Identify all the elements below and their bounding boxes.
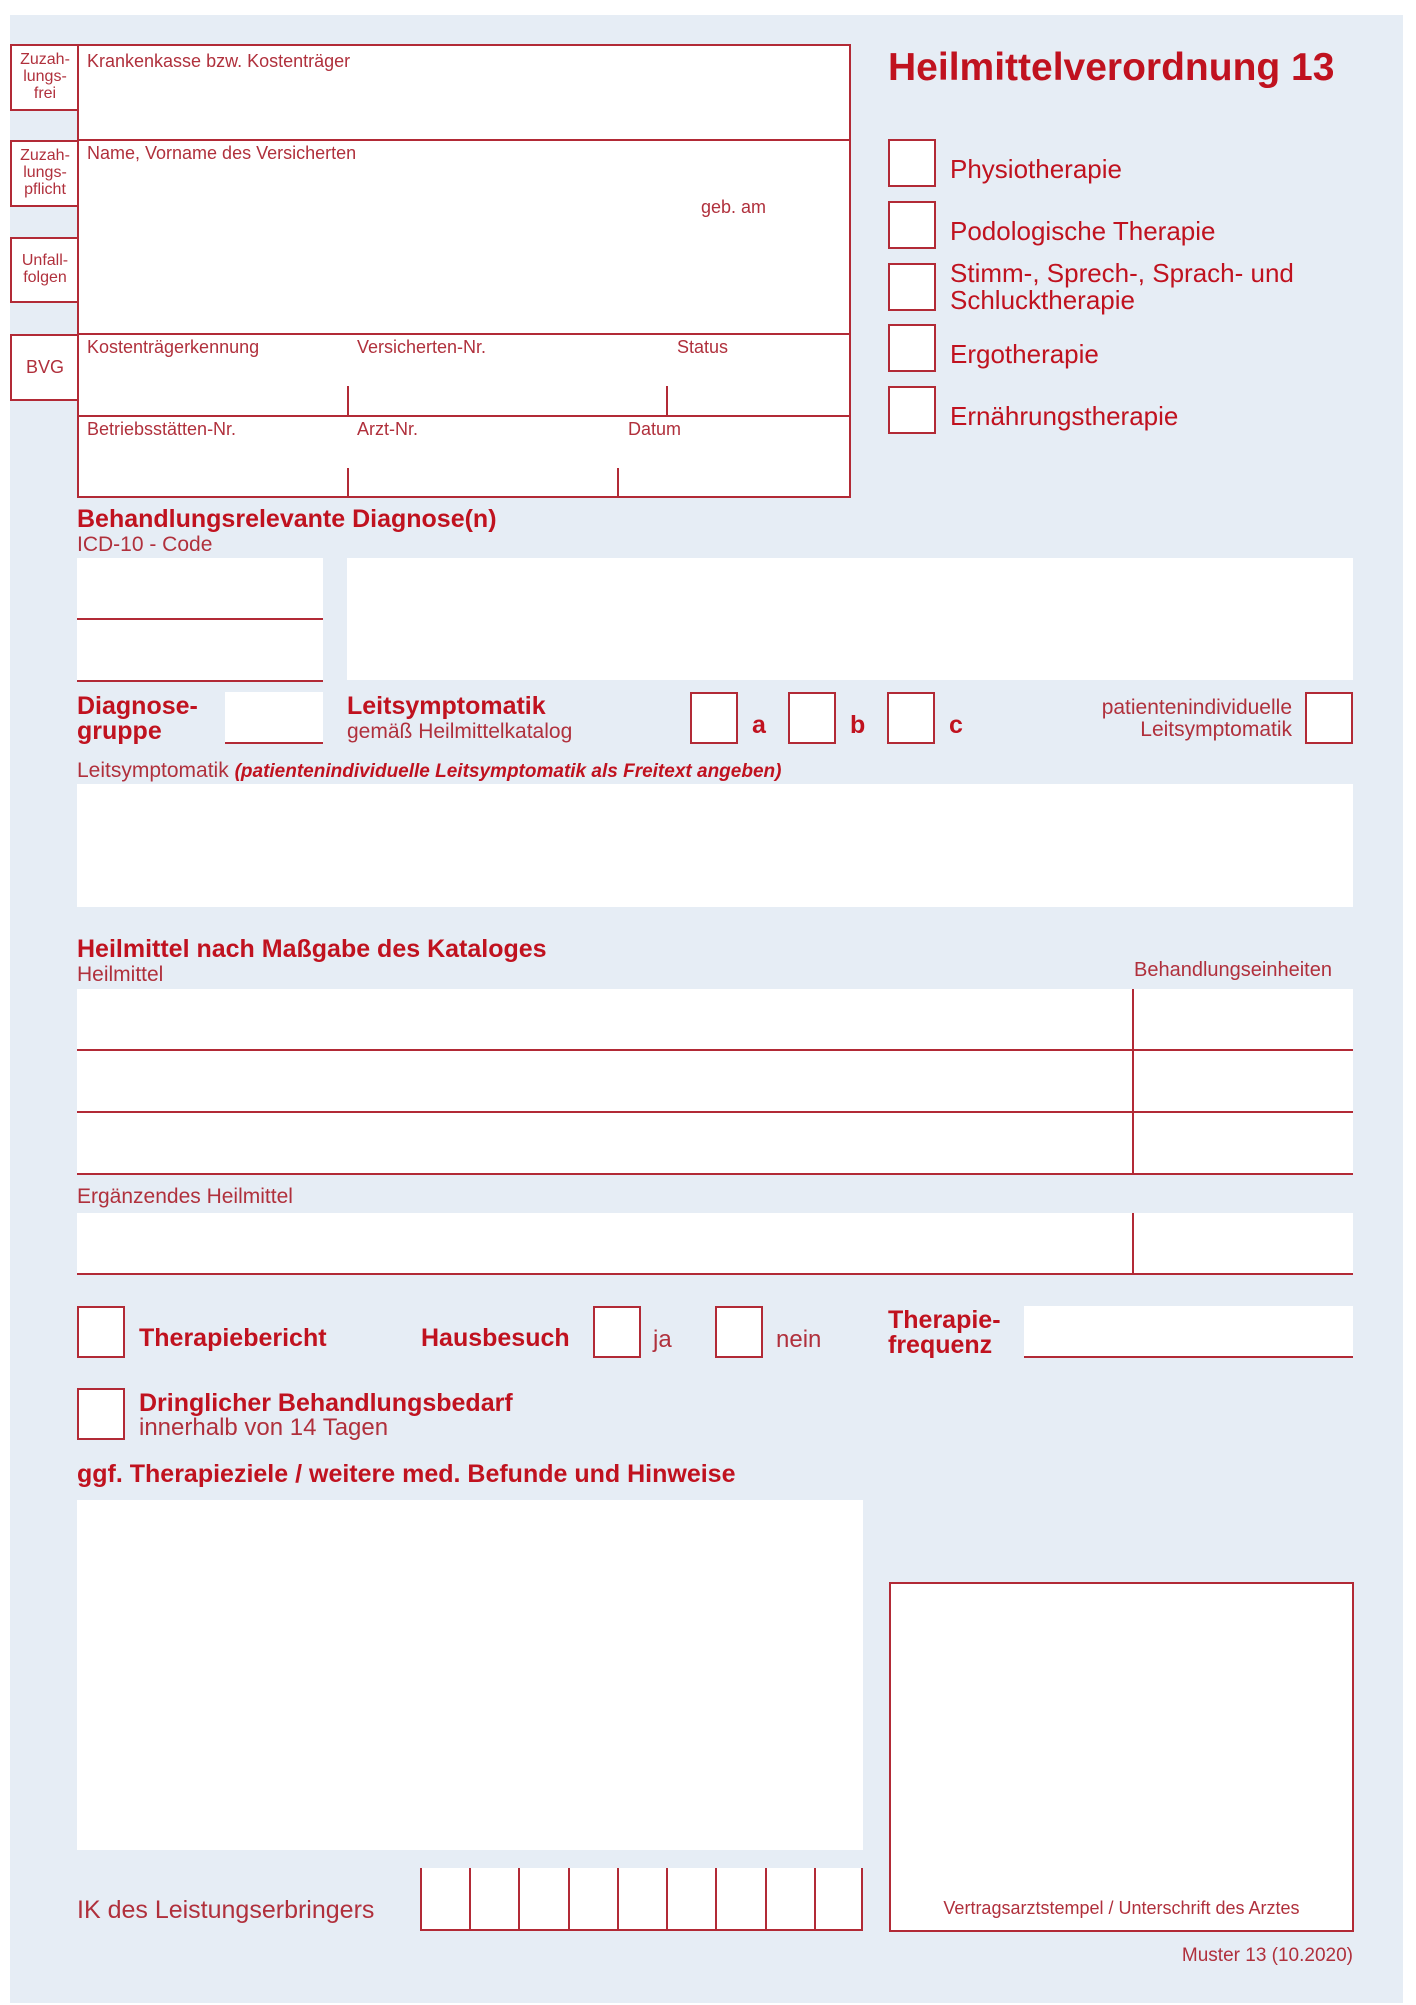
podologische-therapie-checkbox[interactable]: [888, 201, 936, 249]
arzt-nr-label: Arzt-Nr.: [357, 419, 418, 439]
ik-digit-cell[interactable]: [568, 1868, 617, 1930]
arztstempel-box[interactable]: [889, 1582, 1354, 1932]
datum-label: Datum: [628, 419, 682, 439]
therapiebericht-checkbox[interactable]: [77, 1306, 125, 1358]
form-title: Heilmittelverordnung 13: [888, 46, 1335, 89]
ergotherapie-label: Ergotherapie: [950, 339, 1099, 369]
label-line: gruppe: [77, 717, 162, 745]
physiotherapie-label: Physiotherapie: [950, 154, 1122, 184]
option-a-label: a: [752, 711, 766, 739]
bvg-box[interactable]: [10, 334, 78, 401]
icd-code-field-1[interactable]: [77, 558, 323, 618]
side-label: folgen: [23, 269, 67, 286]
ik-digit-cell[interactable]: [518, 1868, 567, 1930]
divider: [1132, 1213, 1134, 1275]
divider: [1024, 1356, 1353, 1358]
diagnose-heading: Behandlungsrelevante Diagnose(n): [77, 505, 497, 533]
divider: [77, 680, 323, 682]
einheiten-row-1[interactable]: [1134, 989, 1353, 1049]
label-line: Schlucktherapie: [950, 285, 1135, 316]
freitext-title: Leitsymptomatik: [77, 759, 229, 782]
therapieziele-field[interactable]: [77, 1500, 863, 1850]
betriebsstaetten-nr-label: Betriebsstätten-Nr.: [87, 419, 237, 439]
ja-label: ja: [653, 1326, 672, 1353]
hausbesuch-nein-checkbox[interactable]: [715, 1306, 763, 1358]
divider: [77, 1049, 1353, 1051]
ik-digit-cell[interactable]: [420, 1868, 469, 1930]
therapiefrequenz-field[interactable]: [1024, 1306, 1353, 1356]
name-label: Name, Vorname des Versicherten: [87, 143, 357, 163]
form-version: Muster 13 (10.2020): [1181, 1945, 1353, 1966]
arztstempel-label: Vertragsarztstempel / Unterschrift des Arztes: [943, 1898, 1300, 1918]
freitext-hint: (patientenindividuelle Leitsymptomatik als Freitext angeben): [234, 761, 782, 782]
therapieziele-heading: ggf. Therapieziele / weitere med. Befunde und Hinweise: [77, 1460, 736, 1488]
side-label: frei: [33, 84, 57, 102]
divider: [225, 742, 323, 744]
gemaess-label: gemäß Heilmittelkatalog: [347, 720, 573, 743]
leitsymptomatik-label: Leitsymptomatik: [347, 692, 546, 720]
ik-digit-cell[interactable]: [617, 1868, 666, 1930]
ik-digit-cell[interactable]: [715, 1868, 764, 1930]
ergaenzendes-heilmittel-field[interactable]: [77, 1213, 1132, 1273]
diagnosegruppe-label: [77, 694, 198, 744]
dringlich-label: Dringlicher Behandlungsbedarf: [139, 1389, 513, 1417]
stimm-sprech-therapie-checkbox[interactable]: [888, 263, 936, 311]
side-label: Zuzah-: [20, 51, 70, 69]
side-label: Unfall-: [21, 252, 69, 270]
label-line: Diagnose-: [77, 692, 198, 720]
option-c-label: c: [949, 711, 963, 739]
divider: [666, 386, 668, 416]
stimm-sprech-therapie-label: [950, 260, 1294, 315]
icd-code-field-2[interactable]: [77, 620, 323, 680]
heilmittel-row-3[interactable]: [77, 1113, 1132, 1173]
divider: [77, 1273, 1353, 1275]
ik-digit-cell[interactable]: [469, 1868, 518, 1930]
heilmittel-row-1[interactable]: [77, 989, 1132, 1049]
divider: [77, 1173, 1353, 1175]
ik-label: IK des Leistungserbringers: [77, 1896, 375, 1924]
hausbesuch-ja-checkbox[interactable]: [593, 1306, 641, 1358]
diagnose-text-field[interactable]: [347, 558, 1353, 680]
zuzahlungsfrei-box[interactable]: [10, 44, 78, 111]
ik-digit-cell[interactable]: [765, 1868, 814, 1930]
geb-am-label: geb. am: [701, 197, 767, 217]
divider: [1132, 989, 1134, 1175]
freitext-label: [77, 760, 781, 781]
divider: [77, 618, 323, 620]
leitsymptomatik-b-checkbox[interactable]: [788, 692, 836, 744]
side-label: Zuzah-: [20, 147, 70, 165]
dringlich-sublabel: innerhalb von 14 Tagen: [139, 1414, 389, 1441]
ergotherapie-checkbox[interactable]: [888, 324, 936, 372]
krankenkasse-label: Krankenkasse bzw. Kostenträger: [87, 51, 351, 71]
hausbesuch-label: Hausbesuch: [421, 1324, 570, 1352]
side-label: BVG: [25, 357, 64, 378]
behandlungseinheiten-column-label: Behandlungseinheiten: [1134, 959, 1332, 981]
krankenkasse-field[interactable]: [80, 76, 848, 136]
divider: [617, 468, 619, 498]
label-line: Therapie-: [888, 1306, 1001, 1334]
podologische-therapie-label: Podologische Therapie: [950, 216, 1216, 246]
icd-label: ICD-10 - Code: [77, 533, 213, 556]
ernaehrungstherapie-checkbox[interactable]: [888, 386, 936, 434]
diagnosegruppe-field[interactable]: [225, 692, 323, 742]
leitsymptomatik-c-checkbox[interactable]: [887, 692, 935, 744]
option-b-label: b: [850, 711, 866, 739]
ik-digit-cell[interactable]: [814, 1868, 863, 1930]
unfallfolgen-box[interactable]: [10, 237, 78, 303]
heilmittel-heading: Heilmittel nach Maßgabe des Kataloges: [77, 935, 547, 963]
divider: [77, 415, 851, 417]
patientenindividuelle-label: [1030, 697, 1292, 741]
versicherten-nr-label: Versicherten-Nr.: [357, 337, 487, 357]
patientenindividuelle-checkbox[interactable]: [1305, 692, 1353, 744]
einheiten-row-3[interactable]: [1134, 1113, 1353, 1173]
einheiten-row-2[interactable]: [1134, 1051, 1353, 1111]
label-line: Stimm-, Sprech-, Sprach- und: [950, 258, 1294, 288]
nein-label: nein: [776, 1326, 822, 1353]
side-label: lungs-: [23, 164, 67, 182]
therapiebericht-label: Therapiebericht: [139, 1324, 327, 1352]
heilmittel-row-2[interactable]: [77, 1051, 1132, 1111]
kostentraegerkennung-label: Kostenträgerkennung: [87, 337, 260, 357]
ernaehrungstherapie-label: Ernährungstherapie: [950, 401, 1179, 431]
label-line: patientenindividuelle: [1101, 696, 1292, 719]
dringlich-checkbox[interactable]: [77, 1388, 125, 1440]
heilmittel-column-label: Heilmittel: [77, 963, 164, 986]
label-line: Leitsymptomatik: [1140, 718, 1292, 742]
therapiefrequenz-label: [888, 1308, 1001, 1358]
label-line: frequenz: [888, 1331, 993, 1359]
divider: [77, 139, 851, 141]
divider: [77, 333, 851, 335]
divider: [347, 468, 349, 498]
divider: [347, 386, 349, 416]
name-field[interactable]: [80, 168, 848, 332]
ik-digit-cell[interactable]: [666, 1868, 715, 1930]
status-label: Status: [677, 337, 729, 357]
zuzahlungspflicht-box[interactable]: [10, 140, 78, 207]
ergaenzendes-heilmittel-label: Ergänzendes Heilmittel: [77, 1185, 293, 1208]
side-label: lungs-: [23, 68, 67, 86]
leitsymptomatik-a-checkbox[interactable]: [690, 692, 738, 744]
leitsymptomatik-freitext-field[interactable]: [77, 784, 1353, 907]
ergaenzendes-einheiten-field[interactable]: [1134, 1213, 1353, 1273]
side-label: pflicht: [24, 180, 66, 198]
physiotherapie-checkbox[interactable]: [888, 139, 936, 187]
divider: [77, 1111, 1353, 1113]
